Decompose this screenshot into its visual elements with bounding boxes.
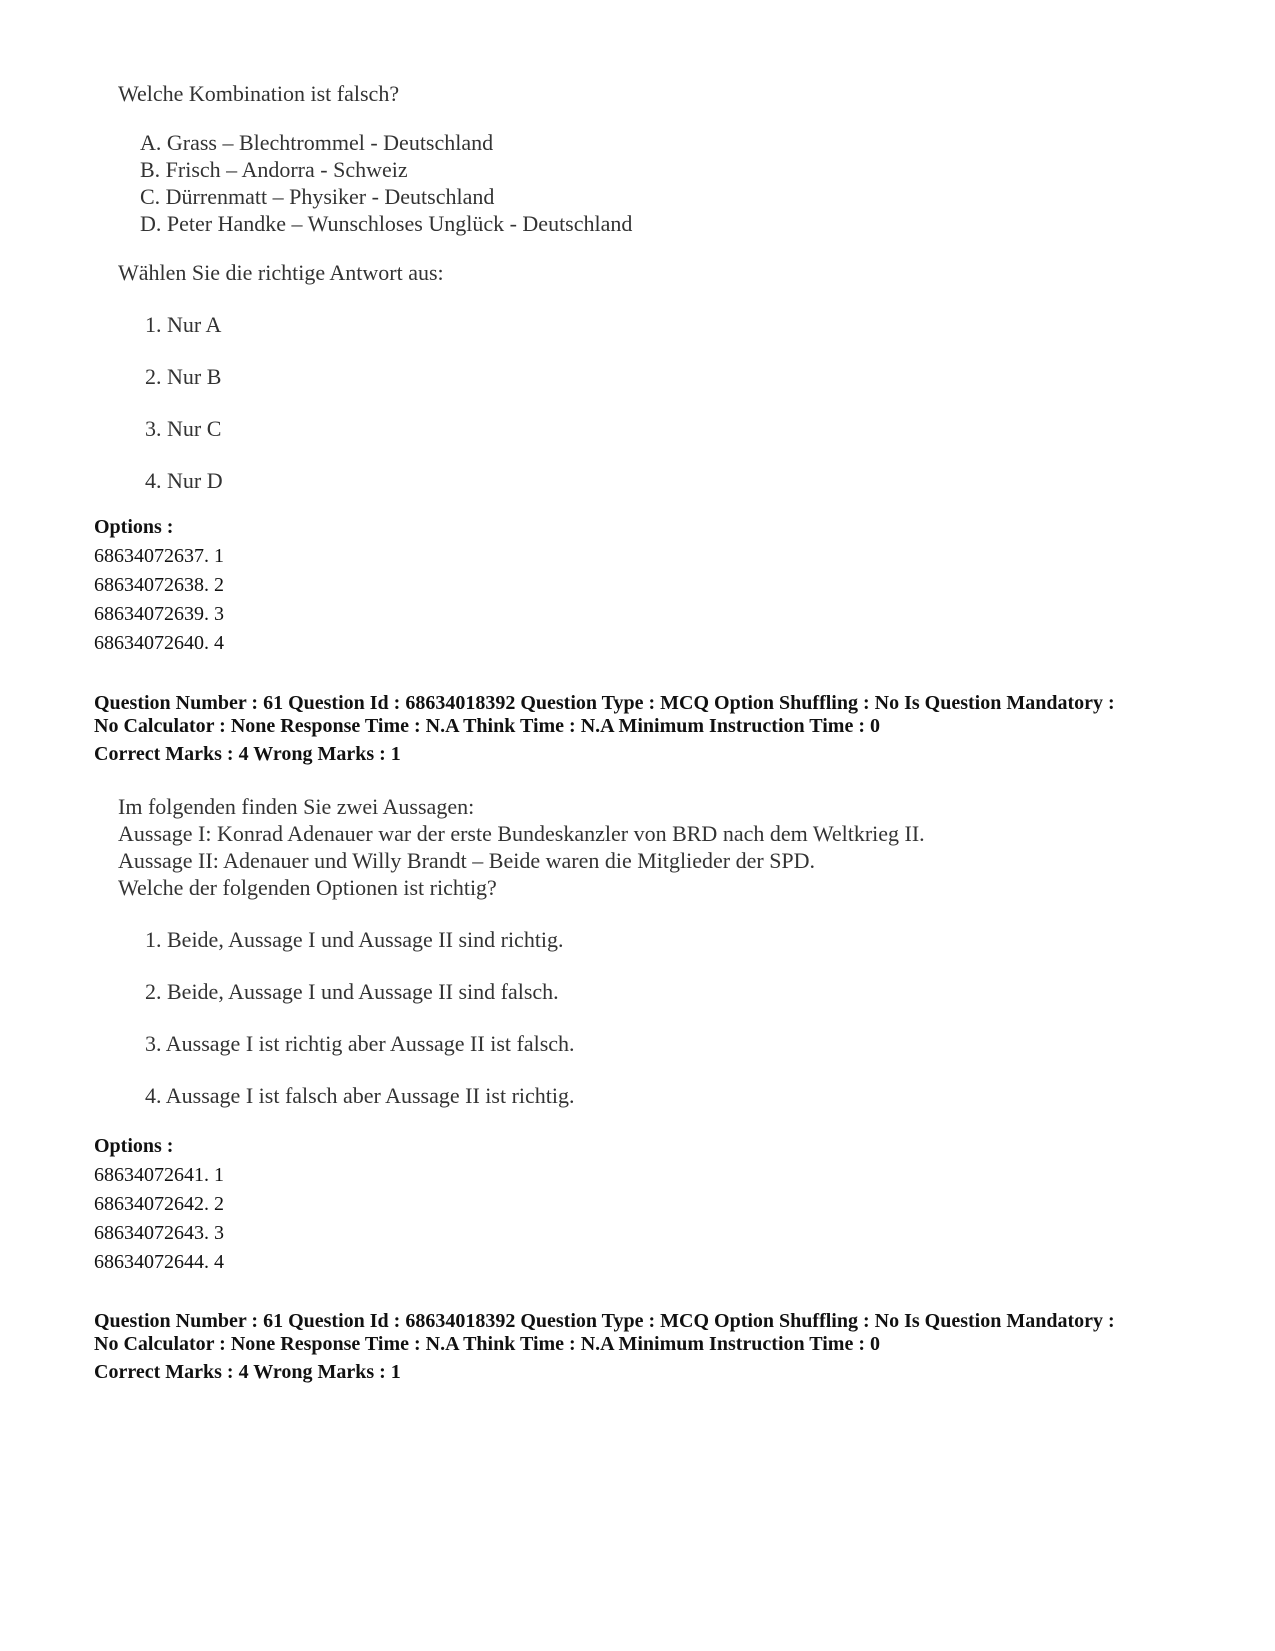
question-prompt: Welche Kombination ist falsch?: [118, 81, 400, 106]
option-item: 68634072640. 4: [94, 632, 224, 654]
option-item: 68634072644. 4: [94, 1251, 224, 1273]
options-label: Options :: [94, 1135, 174, 1157]
question-text-line: Im folgenden finden Sie zwei Aussagen:: [118, 794, 475, 819]
options-block-61: [94, 1132, 224, 1277]
options-block-60: [94, 513, 224, 658]
question-text-line: Aussage II: Adenauer und Willy Brandt – Beide waren die Mitglieder der SPD.: [118, 848, 816, 873]
option-item: 68634072642. 2: [94, 1193, 224, 1215]
option-item: 68634072639. 3: [94, 603, 224, 625]
question-marks-line: Correct Marks : 4 Wrong Marks : 1: [94, 1361, 401, 1383]
question-header-61: [94, 692, 1214, 766]
question-instruction: Wählen Sie die richtige Antwort aus:: [118, 260, 444, 285]
question-text-line: Aussage I: Konrad Adenauer war der erste Bundeskanzler von BRD nach dem Weltkrieg II.: [118, 821, 925, 846]
answer-choice: 3. Aussage I ist richtig aber Aussage II ist falsch.: [145, 1031, 575, 1056]
question-meta-line: No Calculator : None Response Time : N.A Think Time : N.A Minimum Instruction Time : 0: [94, 715, 880, 737]
answer-choice: 4. Aussage I ist falsch aber Aussage II ist richtig.: [145, 1083, 575, 1108]
answer-choice: 3. Nur C: [145, 416, 222, 441]
question-image-61: [118, 793, 925, 1134]
question-meta-line: Question Number : 61 Question Id : 68634018392 Question Type : MCQ Option Shuffling : No Is Question Mandatory :: [94, 692, 1115, 714]
combination-item: B. Frisch – Andorra - Schweiz: [140, 157, 408, 182]
combination-item: A. Grass – Blechtrommel - Deutschland: [140, 130, 494, 155]
question-meta-line: No Calculator : None Response Time : N.A Think Time : N.A Minimum Instruction Time : 0: [94, 1333, 880, 1355]
option-item: 68634072637. 1: [94, 545, 224, 567]
question-header-next: [94, 1310, 1214, 1384]
combination-item: D. Peter Handke – Wunschloses Unglück - Deutschland: [140, 211, 633, 236]
question-marks-line: Correct Marks : 4 Wrong Marks : 1: [94, 743, 401, 765]
answer-choice: 4. Nur D: [145, 468, 223, 493]
answer-choice: 2. Nur B: [145, 364, 222, 389]
answer-choice: 1. Nur A: [145, 312, 222, 337]
answer-choice: 2. Beide, Aussage I und Aussage II sind falsch.: [145, 979, 559, 1004]
question-text-line: Welche der folgenden Optionen ist richtig?: [118, 875, 497, 900]
combination-item: C. Dürrenmatt – Physiker - Deutschland: [140, 184, 495, 209]
option-item: 68634072641. 1: [94, 1164, 224, 1186]
option-item: 68634072638. 2: [94, 574, 224, 596]
question-meta-line: Question Number : 61 Question Id : 68634018392 Question Type : MCQ Option Shuffling : No Is Question Mandatory :: [94, 1310, 1115, 1332]
option-item: 68634072643. 3: [94, 1222, 224, 1244]
options-label: Options :: [94, 516, 174, 538]
answer-choice: 1. Beide, Aussage I und Aussage II sind richtig.: [145, 927, 564, 952]
question-image-60: [118, 80, 632, 519]
